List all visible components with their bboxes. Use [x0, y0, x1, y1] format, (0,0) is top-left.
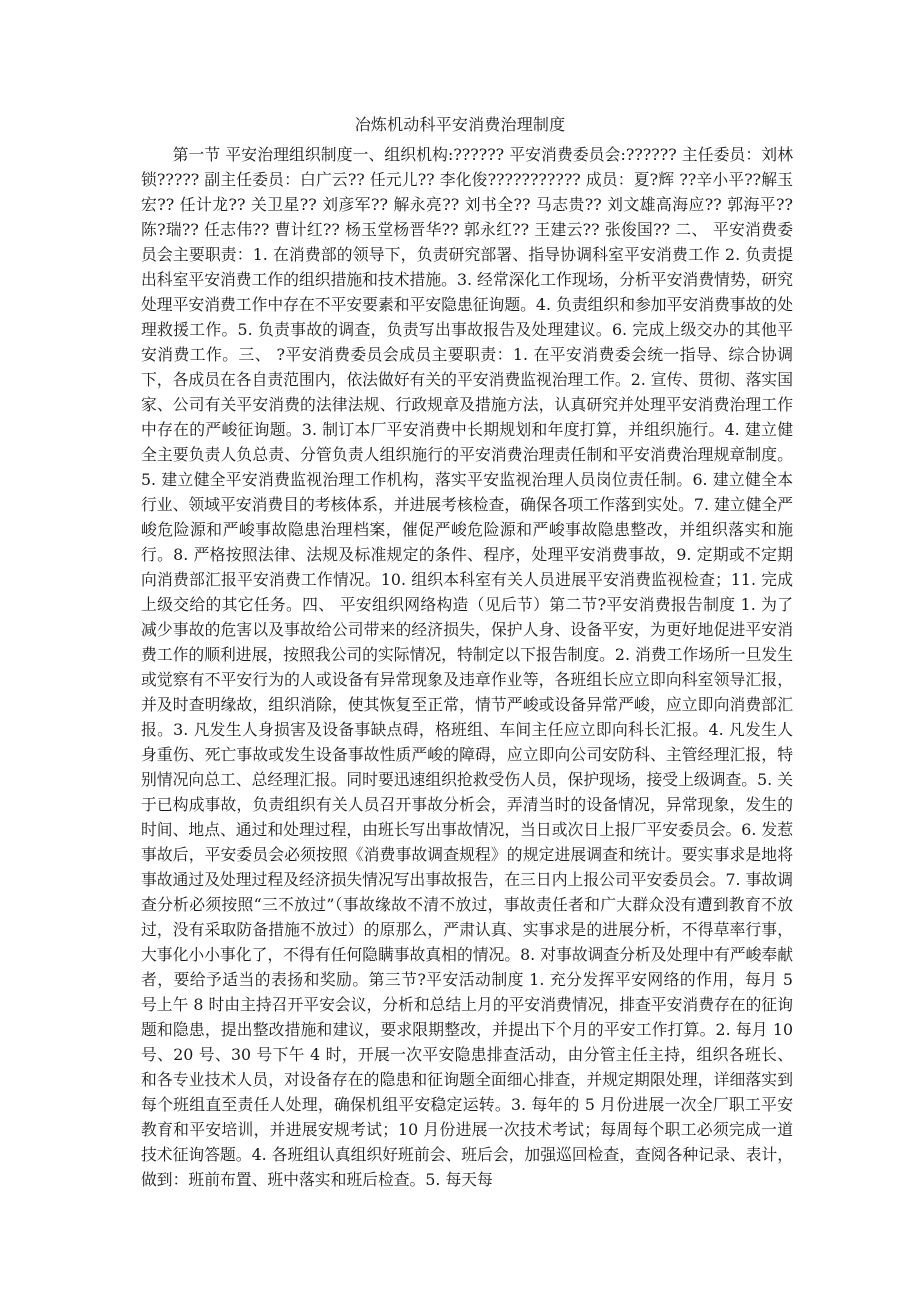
document-title: 冶炼机动科平安消费治理制度	[354, 115, 566, 134]
document-body: 第一节 平安治理组织制度一、组织机构:?????? 平安消费委员会:?????? 主任委员：刘林锁????? 副主任委员：白广云?? 任元儿?? 李化俊??????????? 成员：夏?辉 ??辛小平??解玉宏?? 任计龙?? 关卫星?? 刘彦军?? 解永亮?? 刘书全?? 马志贵?? 刘文雄高海应?? 郭海平?? 陈?瑞?? 任志伟?? 曹计红?? 杨玉堂杨晋华?? 郭永红?? 王建云?? 张俊国?? 二、 平安消费委员会主要职责：1. 在消费部的领导下，负责研究部署、指导协调科室平安消费工作 2. 负责提出科室平安消费工作的组织措施和技术措施。3. 经常深化工作现场，分析平安消费情势，研究处理平安消费工作中存在不平安要素和平安隐患征询题。4. 负责组织和参加平安消费事故的处理救援工作。5. 负责事故的调查，负责写出事故报告及处理建议。6. 完成上级交办的其他平安消费工作。三、 ?平安消费委员会成员主要职责：1. 在平安消费委会统一指导、综合协调下，各成员在各自责范围内，依法做好有关的平安消费监视治理工作。2. 宣传、贯彻、落实国家、公司有关平安消费的法律法规、行政规章及措施方法，认真研究并处理平安消费治理工作中存在的严峻征询题。3. 制订本厂平安消费中长期规划和年度打算，并组织施行。4. 建立健全主要负责人负总责、分管负责人组织施行的平安消费治理责任制和平安消费治理规章制度。5. 建立健全平安消费监视治理工作机构，落实平安监视治理人员岗位责任制。6. 建立健全本行业、领域平安消费目的考核体系，并进展考核检查，确保各项工作落到实处。7. 建立健全严峻危险源和严峻事故隐患治理档案，催促严峻危险源和严峻事故隐患整改，并组织落实和施行。8. 严格按照法律、法规及标准规定的条件、程序，处理平安消费事故，9. 定期或不定期向消费部汇报平安消费工作情况。10. 组织本科室有关人员进展平安消费监视检查；11. 完成上级交给的其它任务。四、 平安组织网络构造（见后节）第二节?平安消费报告制度 1. 为了减少事故的危害以及事故给公司带来的经济损失，保护人身、设备平安，为更好地促进平安消费工作的顺利进展，按照我公司的实际情况，特制定以下报告制度。2. 消费工作场所一旦发生或觉察有不平安行为的人或设备有异常现象及违章作业等，各班组长应立即向科室领导汇报，并及时查明缘故，组织消除，使其恢复至正常，情节严峻或设备异常严峻，应立即向消费部汇报。3. 凡发生人身损害及设备事缺点碍，格班组、车间主任应立即向科长汇报。4. 凡发生人身重伤、死亡事故或发生设备事故性质严峻的障碍，应立即向公司安防科、主管经理汇报，特别情况向总工、总经理汇报。同时要迅速组织抢救受伤人员，保护现场，接受上级调查。5. 关于已构成事故，负责组织有关人员召开事故分析会，弄清当时的设备情况，异常现象，发生的时间、地点、通过和处理过程，由班长写出事故情况，当日或次日上报厂平安委员会。6. 发惹事故后，平安委员会必须按照《消费事故调查规程》的规定进展调查和统计。要实事求是地将事故通过及处理过程及经济损失情况写出事故报告，在三日内上报公司平安委员会。7. 事故调查分析必须按照“三不放过”（事故缘故不清不放过，事故责任者和广大群众没有遭到教育不放过，没有采取防备措施不放过）的原那么，严肃认真、实事求是的进展分析，不得草率行事，大事化小小事化了，不得有任何隐瞒事故真相的情况。8. 对事故调查分析及处理中有严峻奉献者，要给予适当的表扬和奖励。第三节?平安活动制度 1. 充分发挥平安网络的作用，每月 5 号上午 8 时由主持召开平安会议，分析和总结上月的平安消费情况，排查平安消费存在的征询题和隐患，提出整改措施和建议，要求限期整改，并提出下个月的平安工作打算。2. 每月 10 号、20 号、30 号下午 4 时，开展一次平安隐患排查活动，由分管主任主持，组织各班长、和各专业技术人员，对设备存在的隐患和征询题全面细心排查，并规定期限处理，详细落实到每个班组直至责任人处理，确保机组平安稳定运转。3. 每年的 5 月份进展一次全厂职工平安教育和平安培训，并进展安规考试；10 月份进展一次技术考试；每周每个职工必须完成一道技术征询答题。4. 各班组认真组织好班前会、班后会，加强巡回检查，查阅各种记录、表计，做到：班前布置、班中落实和班后检查。5. 每天每	[141, 145, 794, 1189]
